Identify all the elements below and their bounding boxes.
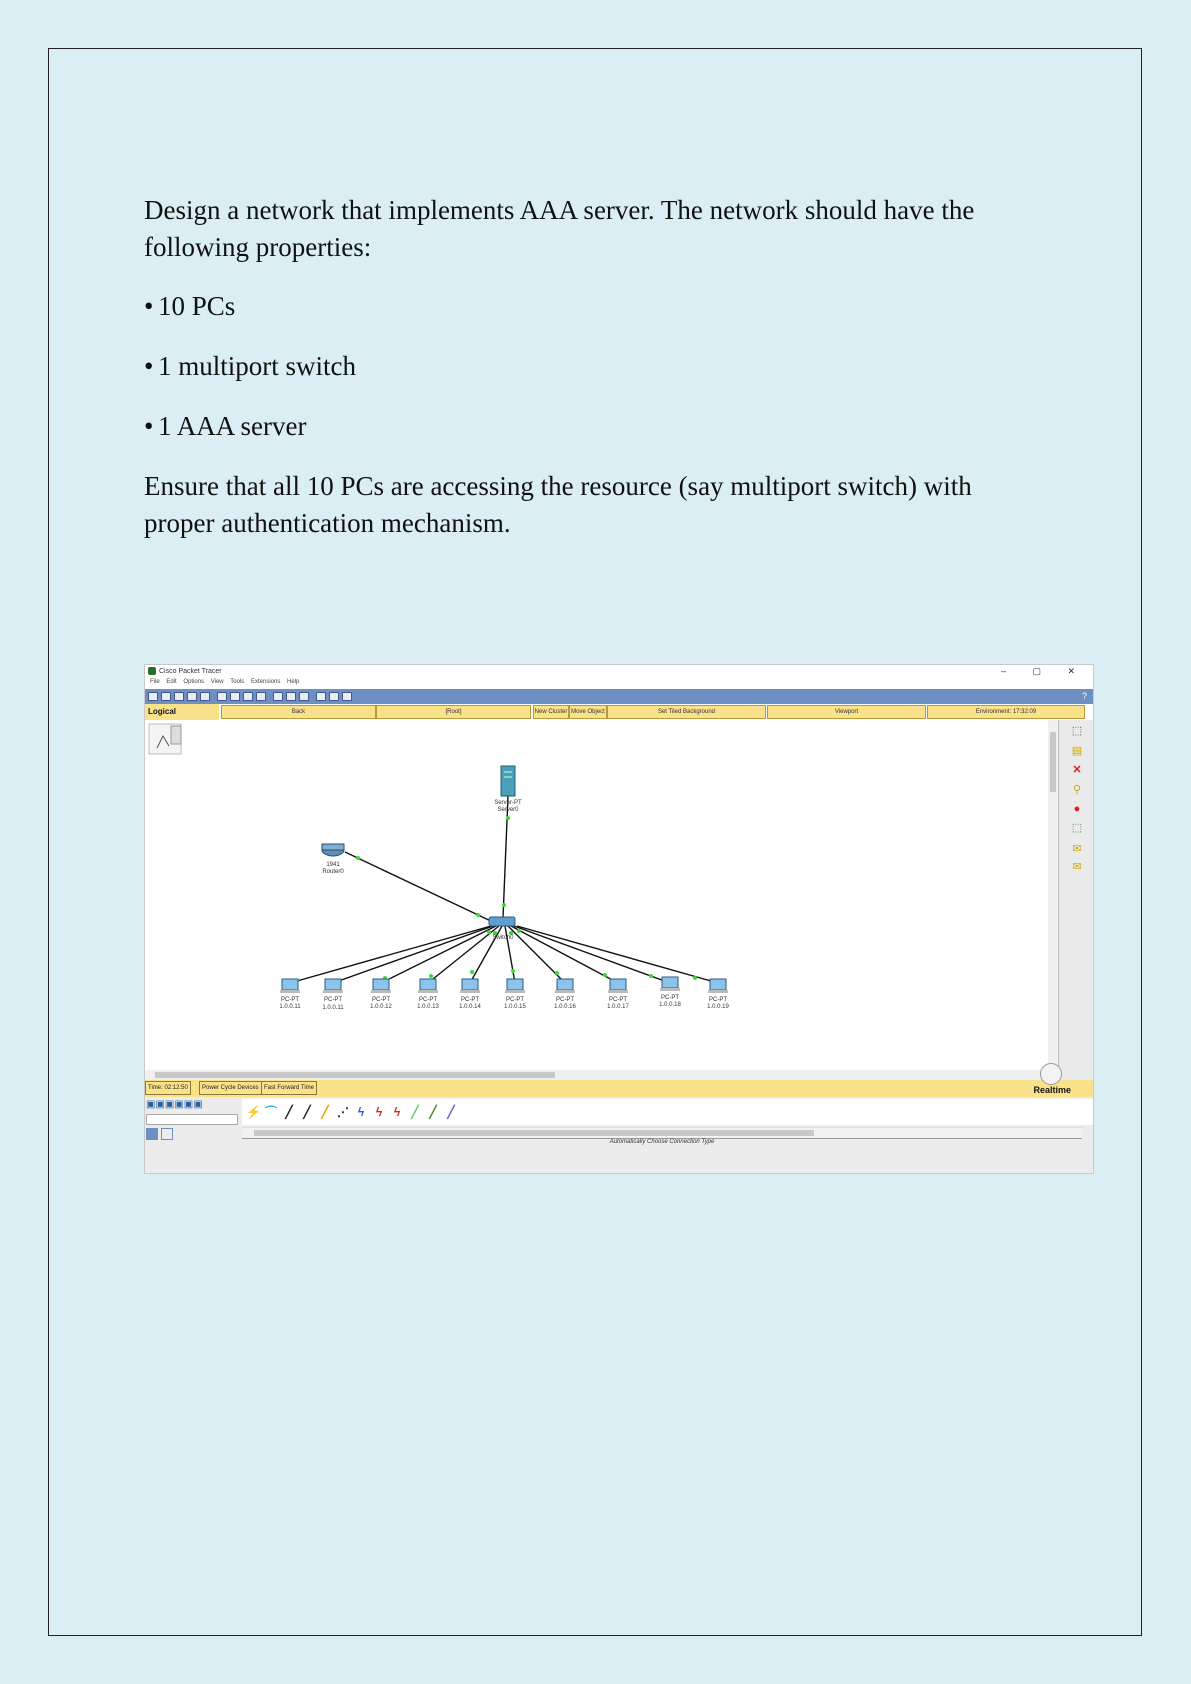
link-light: [429, 974, 433, 978]
pc-device[interactable]: [554, 979, 576, 1010]
router-model-label: 1941: [326, 862, 340, 868]
connection-types: [242, 1099, 1094, 1125]
cluster-nav-icon[interactable]: [149, 724, 181, 754]
link-light: [555, 971, 559, 975]
svg-text:PC-PT: PC-PT: [281, 997, 299, 1003]
svg-text:PC-PT: PC-PT: [661, 995, 679, 1001]
link-pc9: [517, 926, 718, 983]
octal-icon[interactable]: ╱: [411, 1105, 419, 1119]
note-icon[interactable]: ▤: [1071, 745, 1083, 757]
phone-cable-icon[interactable]: ⋰: [337, 1105, 349, 1119]
intro-paragraph: Design a network that implements AAA server. The network should have the following properties:: [144, 195, 975, 262]
scroll-thumb[interactable]: [1050, 732, 1056, 792]
device-search-box[interactable]: [146, 1114, 238, 1125]
menu-bar: [145, 679, 1093, 689]
title-bar: [145, 665, 1093, 679]
copy-icon[interactable]: [217, 692, 227, 701]
link-light: [649, 974, 653, 978]
link-light: [693, 976, 697, 980]
link-pc0: [290, 926, 491, 983]
link-pc1: [333, 926, 493, 983]
server-device[interactable]: [494, 766, 522, 813]
svg-text:PC-PT: PC-PT: [372, 997, 390, 1003]
coaxial-icon[interactable]: ϟ: [357, 1105, 365, 1119]
window-title: Cisco Packet Tracer: [159, 668, 222, 675]
logical-workspace[interactable]: [145, 720, 1048, 1070]
grid-icon[interactable]: [161, 1128, 173, 1140]
realtime-mode-label[interactable]: Realtime: [1033, 1085, 1071, 1095]
zoom-in-icon[interactable]: [273, 692, 283, 701]
device-categories[interactable]: ▣▣▣▣▣▣: [146, 1099, 203, 1110]
clock-icon[interactable]: [1040, 1063, 1062, 1085]
wizard-icon[interactable]: [200, 692, 210, 701]
bullet-item: • 1 multiport switch: [144, 348, 1044, 385]
pc-device[interactable]: [322, 979, 344, 1011]
cluster-icon[interactable]: [342, 692, 352, 701]
svg-text:1.0.0.16: 1.0.0.16: [554, 1004, 576, 1010]
undo-icon[interactable]: [243, 692, 253, 701]
link-light: [603, 973, 607, 977]
new-file-icon[interactable]: [148, 692, 158, 701]
delete-icon[interactable]: ✕: [1072, 764, 1082, 776]
palette-icon[interactable]: [316, 692, 326, 701]
straight-through-icon[interactable]: ╱: [285, 1105, 293, 1119]
pc-device[interactable]: [504, 979, 526, 1010]
packet-tracer-screenshot: [144, 664, 1094, 1174]
new-cluster-button[interactable]: New Cluster: [533, 705, 569, 719]
menu-view[interactable]: View: [210, 679, 224, 685]
app-icon: [148, 667, 156, 675]
link-light: [511, 969, 515, 973]
paste-icon[interactable]: [230, 692, 240, 701]
pc-device[interactable]: [659, 977, 681, 1008]
svg-text:1.0.0.15: 1.0.0.15: [504, 1004, 526, 1010]
console-cable-icon[interactable]: ⌒: [264, 1105, 277, 1119]
menu-edit[interactable]: Edit: [166, 679, 177, 685]
custom-device-icon[interactable]: [329, 692, 339, 701]
svg-text:PC-PT: PC-PT: [709, 997, 727, 1003]
svg-text:1.0.0.18: 1.0.0.18: [659, 1002, 681, 1008]
connection-type-caption: Automatically Choose Connection Type: [242, 1138, 1082, 1149]
menu-file[interactable]: File: [150, 679, 160, 685]
svg-text:1.0.0.11: 1.0.0.11: [322, 1005, 344, 1011]
usb-icon[interactable]: ╱: [447, 1105, 455, 1119]
add-complex-pdu-icon[interactable]: ✉: [1072, 861, 1082, 873]
connection-scrollbar[interactable]: [242, 1127, 1082, 1138]
horizontal-scrollbar[interactable]: [145, 1070, 1058, 1080]
bullet-item: • 10 PCs: [144, 288, 1044, 325]
svg-text:PC-PT: PC-PT: [461, 997, 479, 1003]
back-button[interactable]: Back: [221, 705, 376, 719]
svg-text:1.0.0.14: 1.0.0.14: [459, 1004, 481, 1010]
bullet-item: • 1 AAA server: [144, 408, 1044, 445]
switch-name-label: Switch0: [492, 935, 514, 941]
bullet-symbol: •: [144, 411, 154, 441]
help-icon[interactable]: ?: [1081, 691, 1087, 701]
open-icon[interactable]: [161, 692, 171, 701]
svg-text:PC-PT: PC-PT: [506, 997, 524, 1003]
inspect-icon[interactable]: ⚲: [1072, 784, 1082, 796]
link-pc7: [511, 926, 618, 983]
menu-help[interactable]: Help: [287, 679, 300, 685]
bullet-symbol: •: [144, 291, 154, 321]
zoom-reset-icon[interactable]: [286, 692, 296, 701]
status-bar: [145, 1080, 1093, 1097]
add-simple-pdu-icon[interactable]: ✉: [1072, 843, 1082, 855]
link-light: [356, 856, 360, 860]
connections-icon[interactable]: [146, 1128, 158, 1140]
set-tiled-background-button[interactable]: Set Tiled Background: [607, 705, 766, 719]
menu-options[interactable]: Options: [183, 679, 205, 685]
router-device[interactable]: [322, 844, 344, 875]
svg-text:PC-PT: PC-PT: [556, 997, 574, 1003]
window-controls[interactable]: – ▢ ✕: [1000, 666, 1087, 676]
svg-text:1.0.0.19: 1.0.0.19: [707, 1004, 729, 1010]
device-subtype-selector[interactable]: [146, 1127, 178, 1141]
power-cycle-button[interactable]: Power Cycle Devices: [199, 1081, 262, 1095]
menu-extensions[interactable]: Extensions: [250, 679, 281, 685]
select-icon[interactable]: ⬚: [1071, 725, 1083, 737]
pc-device[interactable]: [370, 979, 392, 1010]
router-name-label: Router0: [322, 869, 344, 875]
serial-dce-icon[interactable]: ϟ: [375, 1105, 383, 1119]
pc-device[interactable]: [417, 979, 439, 1010]
iot-custom-icon[interactable]: ╱: [429, 1105, 437, 1119]
svg-text:PC-PT: PC-PT: [609, 997, 627, 1003]
resize-shape-icon[interactable]: ⬚: [1071, 822, 1083, 834]
common-tools-bar: [1058, 720, 1094, 1090]
scroll-thumb[interactable]: [254, 1130, 814, 1136]
vertical-scrollbar[interactable]: [1048, 720, 1058, 1070]
svg-text:PC-PT: PC-PT: [324, 997, 342, 1003]
bullet-symbol: •: [144, 351, 154, 381]
pc-device[interactable]: [459, 979, 481, 1010]
main-toolbar: [145, 689, 1093, 704]
server-model-label: Server-PT: [494, 800, 522, 806]
print-icon[interactable]: [187, 692, 197, 701]
svg-text:1.0.0.11: 1.0.0.11: [279, 1004, 301, 1010]
link-router-switch: [345, 852, 495, 923]
pc-device[interactable]: [707, 979, 729, 1010]
root-button[interactable]: [Root]: [376, 705, 531, 719]
svg-text:1.0.0.13: 1.0.0.13: [417, 1004, 439, 1010]
link-light: [487, 930, 491, 934]
server-name-label: Server0: [497, 807, 519, 813]
logical-tab[interactable]: Logical: [145, 704, 219, 720]
auto-connection-icon[interactable]: ⚡: [246, 1105, 261, 1119]
topology-diagram: [145, 720, 1048, 1070]
crossover-icon[interactable]: ╱: [303, 1105, 311, 1119]
viewport-button[interactable]: Viewport: [767, 705, 926, 719]
link-server-switch: [503, 796, 508, 918]
pc-device[interactable]: [279, 979, 301, 1010]
pc-device[interactable]: [607, 979, 629, 1010]
serial-dte-icon[interactable]: ϟ: [393, 1105, 401, 1119]
svg-text:1.0.0.12: 1.0.0.12: [370, 1004, 392, 1010]
link-light: [502, 903, 506, 907]
link-light: [506, 816, 510, 820]
svg-text:PC-PT: PC-PT: [419, 997, 437, 1003]
fiber-icon[interactable]: ╱: [321, 1105, 329, 1119]
zoom-out-icon[interactable]: [299, 692, 309, 701]
closing-paragraph: Ensure that all 10 PCs are accessing the resource (say multiport switch) with proper authentication mechanism.: [144, 471, 972, 538]
save-icon[interactable]: [174, 692, 184, 701]
link-light: [470, 970, 474, 974]
menu-tools[interactable]: Tools: [230, 679, 245, 685]
svg-text:1.0.0.17: 1.0.0.17: [607, 1004, 629, 1010]
time-display: Time: 02:12:50: [145, 1081, 191, 1095]
redo-icon[interactable]: [256, 692, 266, 701]
environment-button[interactable]: Environment: 17:32:09: [927, 705, 1085, 719]
fast-forward-button[interactable]: Fast Forward Time: [261, 1081, 317, 1095]
draw-shape-icon[interactable]: ●: [1073, 803, 1081, 815]
link-light: [476, 913, 480, 917]
assignment-text: [144, 192, 1044, 542]
scroll-thumb[interactable]: [155, 1072, 555, 1078]
move-object-button[interactable]: Move Object: [569, 705, 607, 719]
workspace-nav: [145, 704, 1093, 720]
link-light: [517, 929, 521, 933]
device-panel: [145, 1097, 1093, 1174]
